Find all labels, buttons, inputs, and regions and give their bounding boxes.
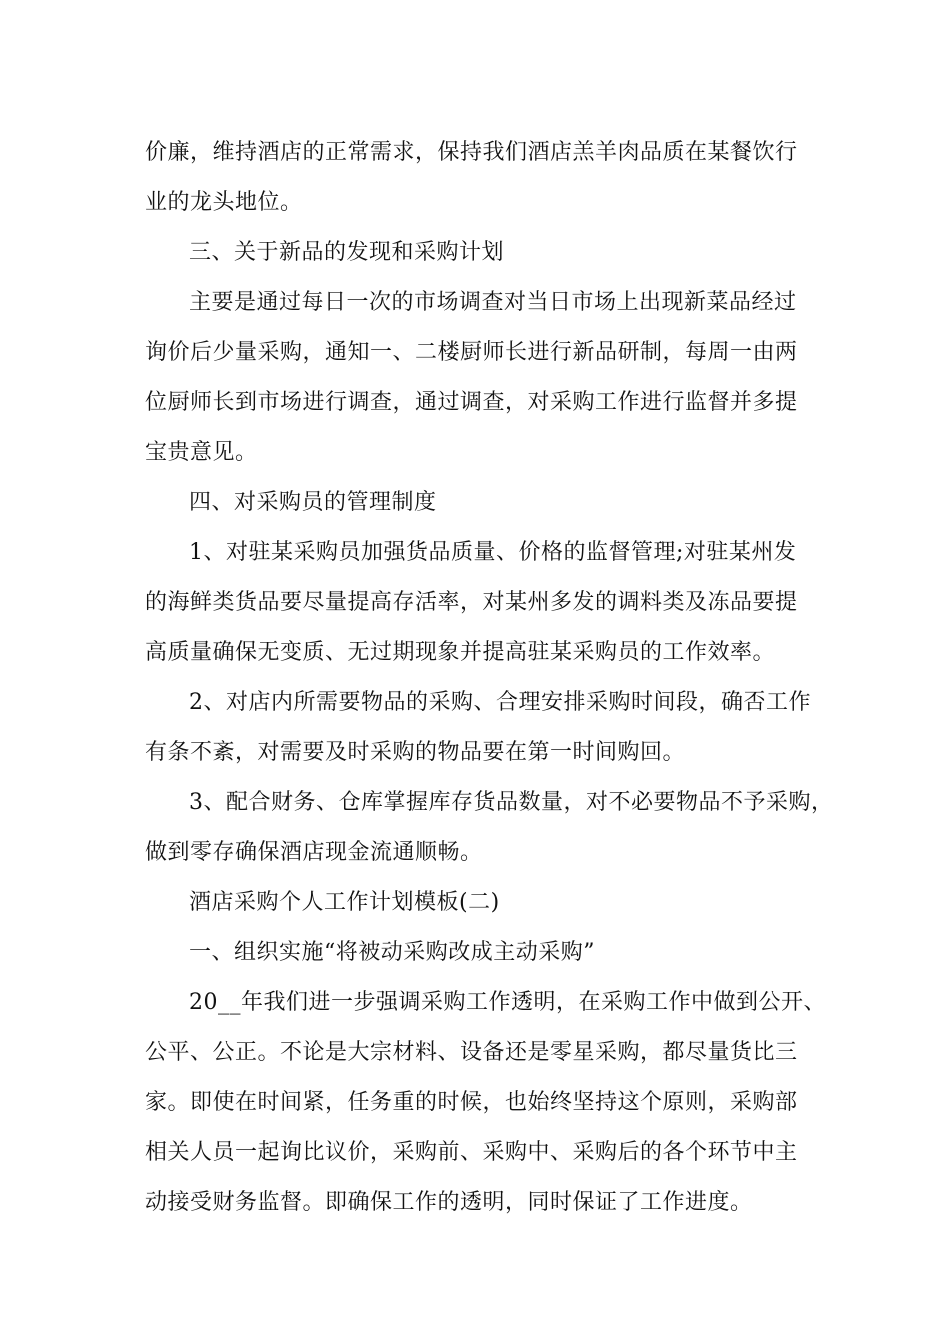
paragraph-line: 位厨师长到市场进行调查，通过调查，对采购工作进行监督并多提 xyxy=(145,390,798,415)
paragraph-line: 主要是通过每日一次的市场调查对当日市场上出现新菜品经过 xyxy=(189,290,797,315)
list-item-line: 1、对驻某采购员加强货品质量、价格的监督管理;对驻某州发 xyxy=(189,540,797,565)
paragraph-line: 动接受财务监督。即确保工作的透明，同时保证了工作进度。 xyxy=(145,1190,753,1215)
document-body xyxy=(145,128,834,1228)
paragraph-line: 20__年我们进一步强调采购工作透明，在采购工作中做到公开、 xyxy=(189,990,826,1015)
section-heading: 三、关于新品的发现和采购计划 xyxy=(189,240,505,265)
section-heading: 一、组织实施“将被动采购改成主动采购” xyxy=(189,940,595,965)
list-item-line: 3、配合财务、仓库掌握库存货品数量，对不必要物品不予采购， xyxy=(189,790,834,815)
document-subtitle: 酒店采购个人工作计划模板(二) xyxy=(189,890,500,915)
paragraph-line: 公平、公正。不论是大宗材料、设备还是零星采购，都尽量货比三 xyxy=(145,1040,798,1065)
paragraph-line: 业的龙头地位。 xyxy=(145,190,303,215)
list-item-line: 做到零存确保酒店现金流通顺畅。 xyxy=(145,840,483,865)
section-heading: 四、对采购员的管理制度 xyxy=(189,490,437,515)
list-item-line: 有条不紊，对需要及时采购的物品要在第一时间购回。 xyxy=(145,740,686,765)
paragraph-line: 家。即使在时间紧，任务重的时候，也始终坚持这个原则，采购部 xyxy=(145,1090,798,1115)
list-item-line: 2、对店内所需要物品的采购、合理安排采购时间段，确否工作 xyxy=(189,690,811,715)
paragraph-line: 宝贵意见。 xyxy=(145,440,258,465)
paragraph-line: 相关人员一起询比议价，采购前、采购中、采购后的各个环节中主 xyxy=(145,1140,798,1165)
list-item-line: 高质量确保无变质、无过期现象并提高驻某采购员的工作效率。 xyxy=(145,640,776,665)
paragraph-line: 询价后少量采购，通知一、二楼厨师长进行新品研制，每周一由两 xyxy=(145,340,798,365)
paragraph-line: 价廉，维持酒店的正常需求，保持我们酒店羔羊肉品质在某餐饮行 xyxy=(145,140,798,165)
list-item-line: 的海鲜类货品要尽量提高存活率，对某州多发的调料类及冻品要提 xyxy=(145,590,798,615)
